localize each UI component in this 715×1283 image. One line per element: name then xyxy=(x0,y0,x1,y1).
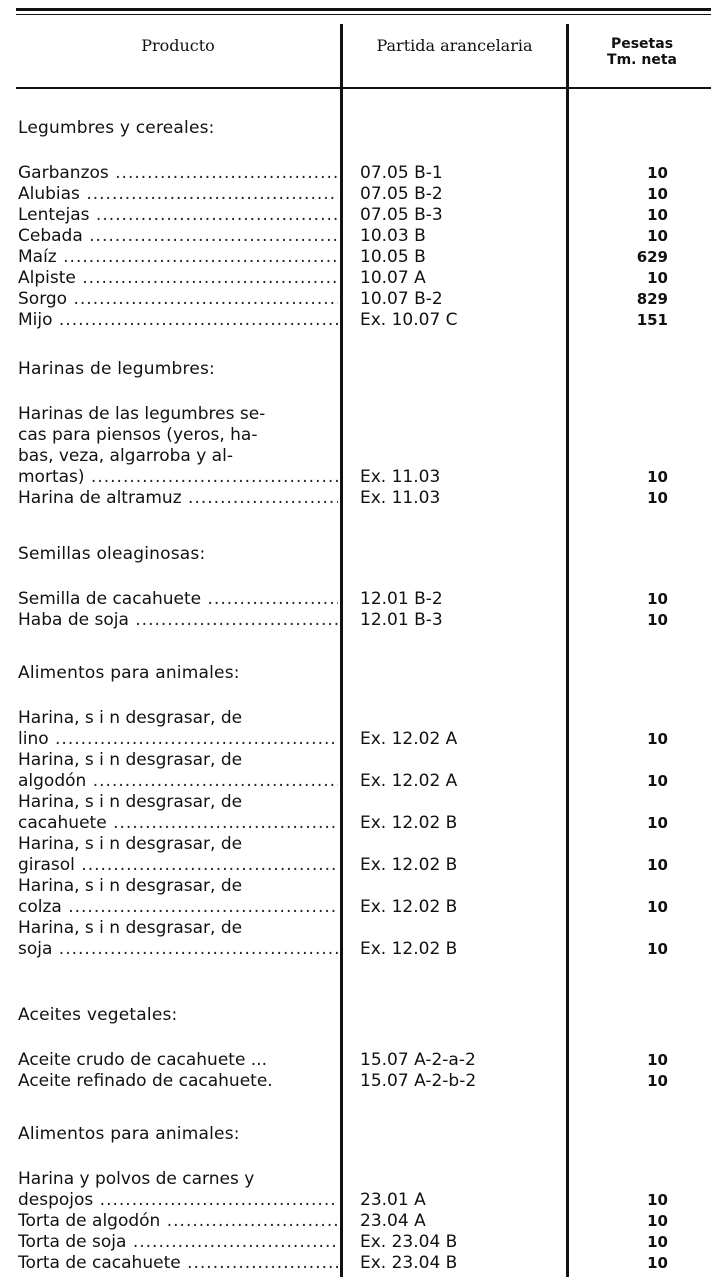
table-row xyxy=(18,1050,711,1071)
item-text-line: bas, veza, algarroba y al- xyxy=(18,446,233,466)
tariff-code: Ex. 12.02 A xyxy=(360,771,458,791)
item-name: Torta de cacahuete ..... xyxy=(18,1253,338,1274)
table-row xyxy=(18,289,711,310)
section-title: Legumbres y cereales: xyxy=(18,118,215,138)
price-value: 10 xyxy=(647,590,668,608)
tariff-code: Ex. 23.04 B xyxy=(360,1232,458,1252)
top-rule-thick xyxy=(16,8,711,11)
tariff-code: 07.05 B-3 xyxy=(360,205,443,225)
table-row xyxy=(18,897,711,918)
tariff-code: Ex. 12.02 B xyxy=(360,939,458,959)
table-row xyxy=(18,729,711,750)
price-value: 10 xyxy=(647,227,668,245)
item-name: colza ..... xyxy=(18,897,338,918)
tariff-code: 23.04 A xyxy=(360,1211,426,1231)
tariff-code: 10.03 B xyxy=(360,226,426,246)
price-value: 10 xyxy=(647,856,668,874)
item-name: Maíz ..... xyxy=(18,247,338,268)
item-name: algodón ..... xyxy=(18,771,338,792)
price-value: 151 xyxy=(636,311,668,329)
price-value: 629 xyxy=(636,248,668,266)
price-value: 10 xyxy=(647,1233,668,1251)
price-value: 10 xyxy=(647,206,668,224)
tariff-code: Ex. 11.03 xyxy=(360,488,441,508)
section-title: Alimentos para animales: xyxy=(18,663,240,683)
table-row xyxy=(18,226,711,247)
table-row xyxy=(18,855,711,876)
table-row xyxy=(18,205,711,226)
table-row xyxy=(18,813,711,834)
item-text-line: Harina, s i n desgrasar, de xyxy=(18,708,243,728)
table-row xyxy=(18,1211,711,1232)
item-name: Cebada ..... xyxy=(18,226,338,247)
price-value: 10 xyxy=(647,1212,668,1230)
price-value: 829 xyxy=(636,290,668,308)
tariff-code: 15.07 A-2-a-2 xyxy=(360,1050,476,1070)
price-value: 10 xyxy=(647,1254,668,1272)
price-value: 10 xyxy=(647,468,668,486)
item-name: Haba de soja ..... xyxy=(18,610,338,631)
tariff-code: 12.01 B-2 xyxy=(360,589,443,609)
tariff-code: 07.05 B-1 xyxy=(360,163,443,183)
tariff-code: Ex. 11.03 xyxy=(360,467,441,487)
item-name: Aceite refinado de cacahuete. xyxy=(18,1071,273,1091)
tariff-code: Ex. 12.02 B xyxy=(360,813,458,833)
table-row xyxy=(18,771,711,792)
item-name: Mijo ..... xyxy=(18,310,338,331)
item-name: Aceite crudo de cacahuete ... xyxy=(18,1050,268,1070)
price-value: 10 xyxy=(647,489,668,507)
table-row xyxy=(18,268,711,289)
tariff-code: 10.07 A xyxy=(360,268,426,288)
price-value: 10 xyxy=(647,164,668,182)
price-value: 10 xyxy=(647,940,668,958)
item-name: Lentejas ..... xyxy=(18,205,338,226)
tariff-code: 10.07 B-2 xyxy=(360,289,443,309)
tariff-code: 07.05 B-2 xyxy=(360,184,443,204)
item-text-line: Harina, s i n desgrasar, de xyxy=(18,750,243,770)
item-text-line: Harina, s i n desgrasar, de xyxy=(18,834,243,854)
price-value: 10 xyxy=(647,611,668,629)
section-title: Harinas de legumbres: xyxy=(18,359,215,379)
item-name: Garbanzos ..... xyxy=(18,163,338,184)
table-row xyxy=(18,939,711,960)
header-pesetas: Pesetas xyxy=(610,36,674,52)
price-value: 10 xyxy=(647,1191,668,1209)
table-row xyxy=(18,310,711,331)
tariff-code: Ex. 12.02 B xyxy=(360,897,458,917)
item-name: Alpiste ..... xyxy=(18,268,338,289)
section-title: Aceites vegetales: xyxy=(18,1005,178,1025)
price-value: 10 xyxy=(647,1051,668,1069)
table-row xyxy=(18,488,711,509)
item-text-line: Harina, s i n desgrasar, de xyxy=(18,876,243,896)
item-text-line: cas para piensos (yeros, ha- xyxy=(18,425,258,445)
table-row xyxy=(18,610,711,631)
item-name: Harina de altramuz ..... xyxy=(18,488,338,509)
price-value: 10 xyxy=(647,730,668,748)
price-value: 10 xyxy=(647,898,668,916)
item-name: despojos ..... xyxy=(18,1190,338,1211)
tariff-code: 10.05 B xyxy=(360,247,426,267)
table-row xyxy=(18,184,711,205)
table-row xyxy=(18,163,711,184)
table-row xyxy=(18,1253,711,1274)
header-rule xyxy=(16,87,711,89)
table-row xyxy=(18,1232,711,1253)
tariff-code: 23.01 A xyxy=(360,1190,426,1210)
header-producto: Producto xyxy=(141,36,215,55)
item-name: Semilla de cacahuete ..... xyxy=(18,589,338,610)
tariff-code: Ex. 12.02 A xyxy=(360,729,458,749)
item-name: Torta de algodón ..... xyxy=(18,1211,338,1232)
item-text-line: Harina, s i n desgrasar, de xyxy=(18,792,243,812)
item-text-line: Harina, s i n desgrasar, de xyxy=(18,918,243,938)
item-name: Torta de soja ..... xyxy=(18,1232,338,1253)
header-partida-arancelaria: Partida arancelaria xyxy=(376,36,533,55)
item-name: Sorgo ..... xyxy=(18,289,338,310)
item-text-line: Harinas de las legumbres se- xyxy=(18,404,266,424)
tariff-code: Ex. 23.04 B xyxy=(360,1253,458,1273)
section-title: Semillas oleaginosas: xyxy=(18,544,206,564)
tariff-code: 12.01 B-3 xyxy=(360,610,443,630)
table-row xyxy=(18,247,711,268)
tariff-code: 15.07 A-2-b-2 xyxy=(360,1071,477,1091)
item-name: cacahuete ..... xyxy=(18,813,338,834)
section-title: Alimentos para animales: xyxy=(18,1124,240,1144)
item-name: mortas) ..... xyxy=(18,467,338,488)
item-name: lino ..... xyxy=(18,729,338,750)
item-name: girasol ..... xyxy=(18,855,338,876)
tariff-code: Ex. 12.02 B xyxy=(360,855,458,875)
price-value: 10 xyxy=(647,814,668,832)
price-value: 10 xyxy=(647,1072,668,1090)
table-row xyxy=(18,1190,711,1211)
item-name: soja ..... xyxy=(18,939,338,960)
table-row xyxy=(18,1071,711,1092)
top-rule-thin xyxy=(16,14,711,15)
price-value: 10 xyxy=(647,772,668,790)
table-row xyxy=(18,589,711,610)
price-value: 10 xyxy=(647,185,668,203)
price-value: 10 xyxy=(647,269,668,287)
item-name: Alubias ..... xyxy=(18,184,338,205)
table-row xyxy=(18,467,711,488)
header-tm-neta: Tm. neta xyxy=(607,52,677,68)
tariff-code: Ex. 10.07 C xyxy=(360,310,458,330)
item-text-line: Harina y polvos de carnes y xyxy=(18,1169,255,1189)
